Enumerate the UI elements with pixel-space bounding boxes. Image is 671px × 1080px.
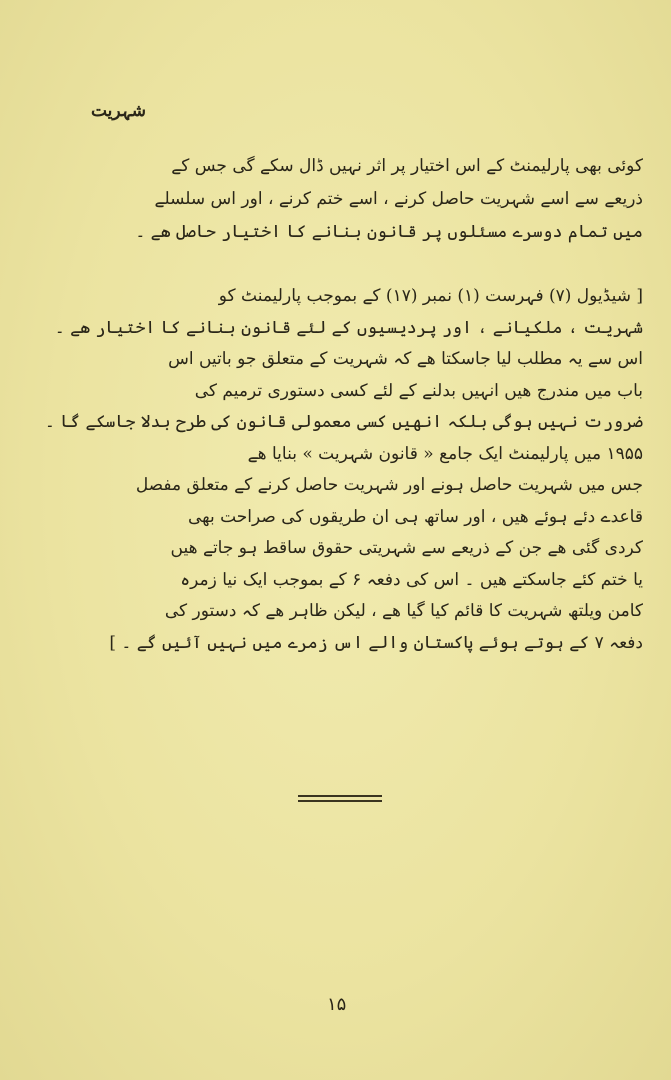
paragraph-2-line: یا ختم کئے جاسکتے ھیں ۔ اس کی دفعہ ۶ کے بموجب ایک نیا زمرہ (180, 569, 643, 590)
paragraph-2-line: ۱۹۵۵ میں پارلیمنٹ ایک جامع « قانون شہریت » بنایا ھے (247, 443, 643, 464)
paragraph-2-line: باب میں مندرج ھیں انہیں بدلنے کے لئے کسی دستوری ترمیم کی (194, 380, 643, 401)
paragraph-1-line: ذریعے سے اسے شہریت حاصل کرنے ، اسے ختم کرنے ، اور اس سلسلے (154, 189, 643, 209)
paragraph-2-line: دفعہ ۷ کے ہوتے ہوئے پاکستان والے اس زمرے میں نہیں آئیں گے ۔ ] (109, 632, 643, 653)
paragraph-2-line: کردی گئی ھے جن کے ذریعے سے شہریتی حقوق ساقط ہو جاتے ھیں (170, 538, 643, 558)
paragraph-2-line: ضرورت نہیں ہوگی بلکہ انھیں کسی معمولی قانون کی طرح بدلا جاسکے گا ۔ (44, 412, 643, 432)
paragraph-2-line: جس میں شہریت حاصل ہونے اور شہریت حاصل کرنے کے متعلق مفصل (135, 475, 643, 495)
section-divider-double-rule (298, 795, 382, 802)
paragraph-2-line: [ شیڈیول (۷) فہرست (۱) نمبر (۱۷) کے بموجب پارلیمنٹ کو (218, 286, 643, 306)
paragraph-2-line: اس سے یہ مطلب لیا جاسکتا ھے کہ شہریت کے متعلق جو باتیں اس (168, 349, 643, 369)
reverse-side-bleed-through (395, 690, 645, 713)
section-heading: شہریت (90, 101, 146, 121)
paragraph-2-line: شہریت ، ملکیانے ، اور پردیسیوں کے لئے قانون بنانے کا اختیار ھے ۔ (54, 317, 643, 338)
page-number: ۱۵ (327, 994, 347, 1015)
paragraph-2-line: قاعدے دئے ہوئے ھیں ، اور ساتھ ہی ان طریقوں کی صراحت بھی (187, 506, 643, 527)
paragraph-1 (31, 150, 643, 249)
paragraph-1-line: کوئی بھی پارلیمنٹ کے اس اختیار پر اثر نہیں ڈال سکے گی جس کے (171, 156, 643, 176)
paragraph-2-line: کامن ویلتھ شہریت کا قائم کیا گیا ھے ، لیکن ظاہر ھے کہ دستور کی (164, 601, 643, 621)
paragraph-1-line: میں تمام دوسرے مسئلوں پر قانون بنانے کا اختیار حاصل ھے ۔ (135, 222, 643, 242)
paragraph-2 (31, 281, 643, 659)
